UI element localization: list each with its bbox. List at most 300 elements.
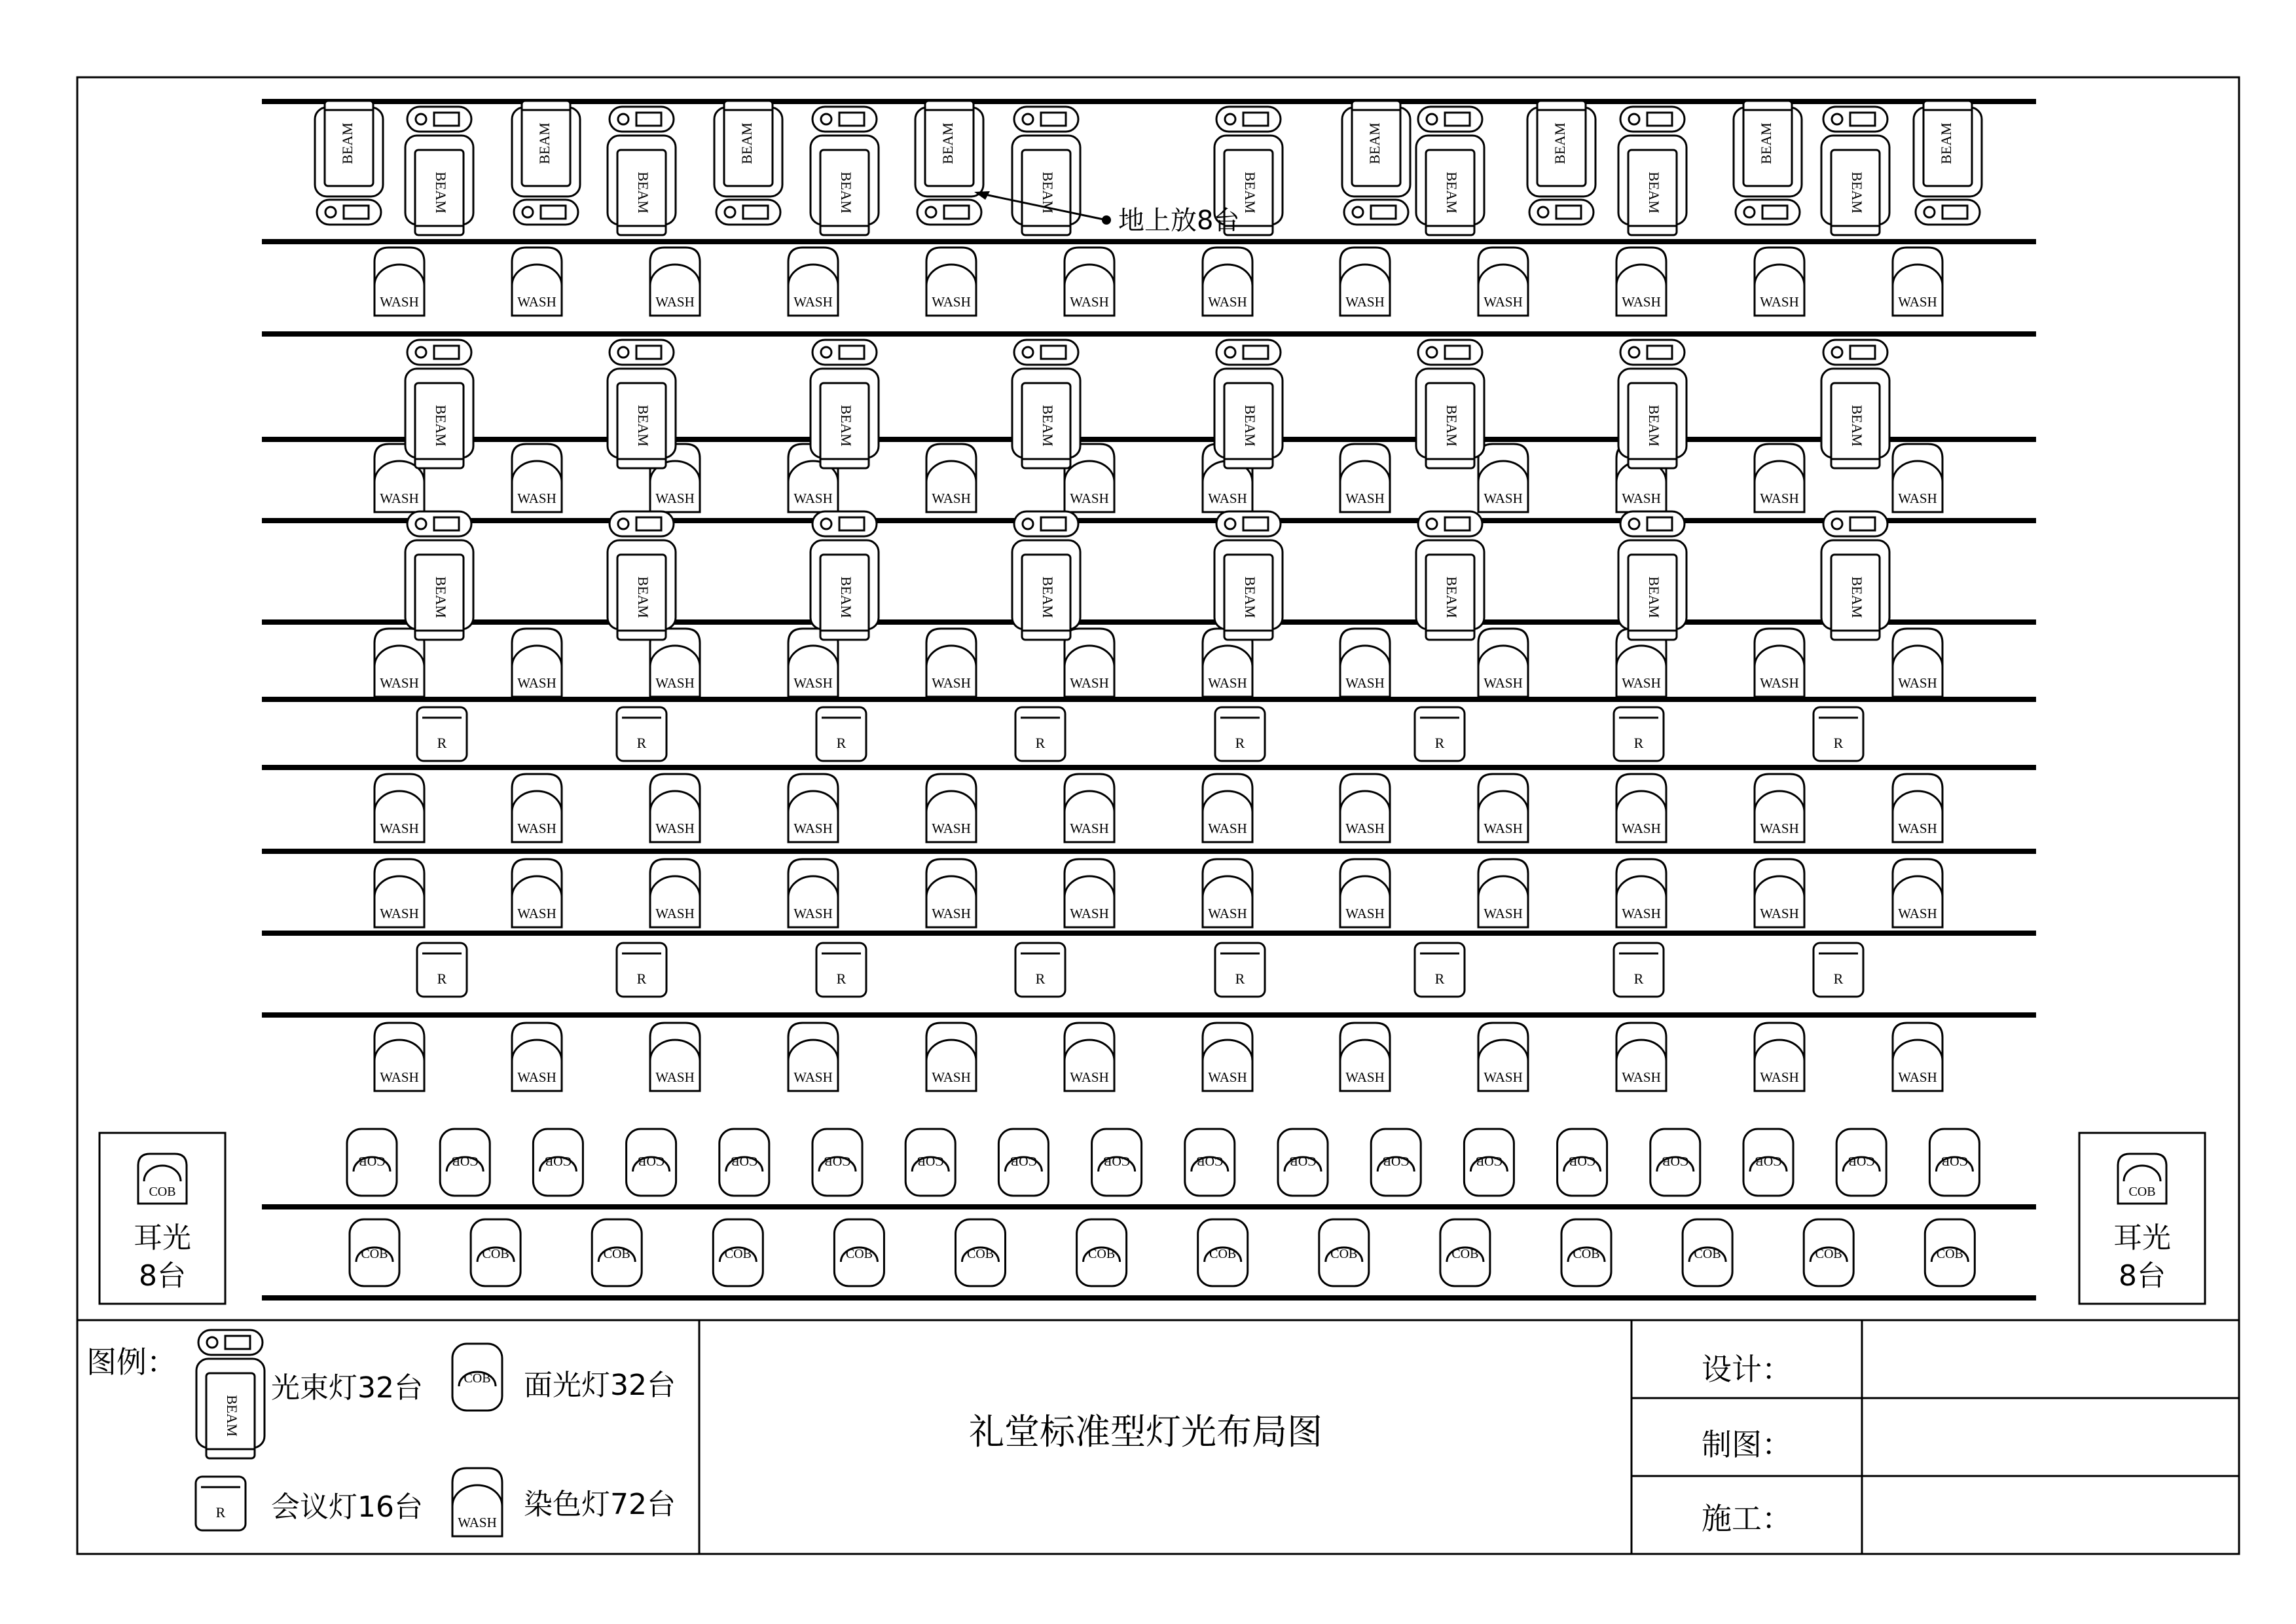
- svg-text:WASH: WASH: [1484, 490, 1523, 506]
- cob-lower-10: [1440, 1219, 1490, 1286]
- svg-text:WASH: WASH: [793, 294, 833, 310]
- wash-row6-5: [926, 1023, 976, 1091]
- cob-lower-5: [834, 1219, 884, 1286]
- svg-text:COB: COB: [1330, 1247, 1358, 1261]
- wash-row2-11: [1755, 444, 1804, 512]
- wash-row6-4: [788, 1023, 838, 1091]
- wash-row2-8: [1340, 444, 1390, 512]
- svg-text:WASH: WASH: [655, 490, 695, 506]
- ground-beam-note: 地上放8台: [1118, 206, 1240, 236]
- wash-row1-1: [374, 248, 424, 316]
- wash-row1-2: [512, 248, 562, 316]
- svg-text:WASH: WASH: [1345, 821, 1385, 836]
- wash-row6-8: [1340, 1023, 1390, 1091]
- r-row2-5: [1215, 943, 1265, 997]
- svg-text:WASH: WASH: [1070, 294, 1109, 310]
- svg-text:WASH: WASH: [1898, 821, 1937, 836]
- wash-row3-11: [1755, 629, 1804, 697]
- ground-beam-2: [512, 101, 580, 225]
- cob-upper-14: [1558, 1129, 1607, 1196]
- svg-text:BEAM: BEAM: [837, 172, 854, 213]
- cob-lower-1: [350, 1219, 399, 1286]
- svg-text:WASH: WASH: [1070, 490, 1109, 506]
- svg-text:WASH: WASH: [1070, 906, 1109, 921]
- legend-beam-icon: [196, 1330, 264, 1458]
- wash-row4-12: [1893, 774, 1942, 842]
- svg-text:BEAM: BEAM: [1241, 576, 1258, 618]
- label-design: 设计：: [1702, 1352, 1792, 1387]
- cob-upper-9: [1092, 1129, 1142, 1196]
- r-row1-7: [1614, 707, 1664, 761]
- svg-text:COB: COB: [966, 1247, 994, 1261]
- r-row2-2: [617, 943, 666, 997]
- beam-row3-2: [608, 511, 676, 640]
- svg-text:COB: COB: [1382, 1154, 1410, 1168]
- cob-lower-11: [1561, 1219, 1611, 1286]
- ear-light-right-title: 耳光: [2113, 1221, 2171, 1255]
- wash-row6-3: [650, 1023, 700, 1091]
- svg-text:COB: COB: [149, 1185, 176, 1199]
- wash-row6-11: [1755, 1023, 1804, 1091]
- wash-row5-6: [1065, 859, 1114, 927]
- wash-row4-3: [650, 774, 700, 842]
- svg-text:WASH: WASH: [1898, 675, 1937, 691]
- label-construction: 施工：: [1702, 1501, 1792, 1536]
- svg-text:R: R: [1035, 970, 1046, 987]
- wash-row4-8: [1340, 774, 1390, 842]
- svg-text:COB: COB: [1475, 1154, 1503, 1168]
- svg-text:WASH: WASH: [1208, 1069, 1247, 1085]
- svg-text:WASH: WASH: [932, 821, 971, 836]
- beam-row1-7: [1618, 107, 1686, 235]
- cob-upper-17: [1836, 1129, 1886, 1196]
- svg-text:WASH: WASH: [517, 821, 556, 836]
- svg-text:WASH: WASH: [1484, 294, 1523, 310]
- cob-upper-16: [1743, 1129, 1793, 1196]
- wash-row5-10: [1616, 859, 1666, 927]
- wash-row6-10: [1616, 1023, 1666, 1091]
- svg-text:BEAM: BEAM: [223, 1395, 240, 1437]
- wash-row1-9: [1478, 248, 1528, 316]
- svg-text:WASH: WASH: [655, 821, 695, 836]
- wash-row4-2: [512, 774, 562, 842]
- svg-text:BEAM: BEAM: [837, 405, 854, 447]
- svg-text:WASH: WASH: [517, 490, 556, 506]
- beam-row3-8: [1821, 511, 1889, 640]
- svg-text:WASH: WASH: [1622, 821, 1661, 836]
- cob-upper-1: [347, 1129, 397, 1196]
- svg-text:WASH: WASH: [655, 294, 695, 310]
- svg-text:COB: COB: [724, 1247, 752, 1261]
- wash-row4-11: [1755, 774, 1804, 842]
- wash-row4-10: [1616, 774, 1666, 842]
- wash-row1-12: [1893, 248, 1942, 316]
- svg-text:R: R: [836, 735, 847, 751]
- svg-text:COB: COB: [482, 1247, 509, 1261]
- svg-text:BEAM: BEAM: [1848, 405, 1865, 447]
- svg-text:WASH: WASH: [380, 490, 419, 506]
- wash-row5-12: [1893, 859, 1942, 927]
- cob-upper-4: [627, 1129, 676, 1196]
- svg-text:WASH: WASH: [1760, 906, 1799, 921]
- beam-row3-5: [1214, 511, 1283, 640]
- svg-text:WASH: WASH: [1208, 490, 1247, 506]
- svg-text:BEAM: BEAM: [1552, 122, 1569, 164]
- svg-text:R: R: [836, 970, 847, 987]
- svg-text:WASH: WASH: [1345, 675, 1385, 691]
- svg-text:R: R: [1833, 735, 1844, 751]
- svg-text:WASH: WASH: [793, 490, 833, 506]
- svg-text:WASH: WASH: [1622, 1069, 1661, 1085]
- r-row1-4: [1015, 707, 1065, 761]
- svg-text:COB: COB: [1010, 1154, 1037, 1168]
- r-row1-6: [1415, 707, 1465, 761]
- wash-row6-6: [1065, 1023, 1114, 1091]
- svg-text:COB: COB: [464, 1371, 491, 1386]
- svg-text:WASH: WASH: [1760, 675, 1799, 691]
- svg-text:BEAM: BEAM: [1443, 405, 1460, 447]
- svg-text:BEAM: BEAM: [1039, 172, 1056, 213]
- r-row2-6: [1415, 943, 1465, 997]
- svg-text:WASH: WASH: [1622, 906, 1661, 921]
- svg-text:BEAM: BEAM: [738, 122, 756, 164]
- legend-cob-text: 面光灯32台: [524, 1369, 676, 1402]
- ground-beam-1: [315, 101, 383, 225]
- svg-text:WASH: WASH: [1070, 675, 1109, 691]
- cob-upper-15: [1650, 1129, 1700, 1196]
- svg-text:COB: COB: [2128, 1185, 2156, 1199]
- svg-text:WASH: WASH: [1208, 906, 1247, 921]
- beam-row3-3: [811, 511, 879, 640]
- beam-row2-4: [1012, 340, 1080, 468]
- wash-row5-3: [650, 859, 700, 927]
- svg-text:WASH: WASH: [458, 1515, 497, 1530]
- svg-text:WASH: WASH: [1208, 675, 1247, 691]
- legend-wash-icon: [452, 1468, 502, 1536]
- svg-text:COB: COB: [1103, 1154, 1131, 1168]
- beam-row2-1: [405, 340, 473, 468]
- svg-text:COB: COB: [1569, 1154, 1596, 1168]
- svg-text:COB: COB: [1196, 1154, 1224, 1168]
- svg-text:R: R: [1633, 970, 1644, 987]
- svg-text:BEAM: BEAM: [1848, 576, 1865, 618]
- svg-text:WASH: WASH: [380, 821, 419, 836]
- wash-row3-9: [1478, 629, 1528, 697]
- svg-text:WASH: WASH: [932, 906, 971, 921]
- wash-row5-4: [788, 859, 838, 927]
- svg-text:COB: COB: [603, 1247, 630, 1261]
- ground-beam-5: [1342, 101, 1410, 225]
- svg-text:WASH: WASH: [1622, 294, 1661, 310]
- wash-row4-1: [374, 774, 424, 842]
- svg-text:WASH: WASH: [1208, 294, 1247, 310]
- signature-design-cell[interactable]: [1863, 1321, 2238, 1397]
- svg-text:BEAM: BEAM: [939, 122, 957, 164]
- svg-text:BEAM: BEAM: [1443, 172, 1460, 213]
- svg-text:COB: COB: [824, 1154, 851, 1168]
- cob-lower-13: [1804, 1219, 1853, 1286]
- cob-upper-8: [998, 1129, 1048, 1196]
- cob-lower-9: [1319, 1219, 1369, 1286]
- legend-r-icon: [196, 1477, 246, 1530]
- ear-light-right-cob-icon: [2118, 1154, 2166, 1204]
- legend-cob-icon: [452, 1344, 502, 1411]
- r-row2-1: [417, 943, 467, 997]
- svg-text:BEAM: BEAM: [339, 122, 356, 164]
- svg-text:COB: COB: [358, 1154, 386, 1168]
- wash-row1-10: [1616, 248, 1666, 316]
- svg-text:WASH: WASH: [380, 906, 419, 921]
- cob-lower-7: [1077, 1219, 1127, 1286]
- beam-row1-2: [608, 107, 676, 235]
- ground-beam-4: [915, 101, 983, 225]
- ground-beam-8: [1914, 101, 1982, 225]
- svg-text:BEAM: BEAM: [1443, 576, 1460, 618]
- svg-text:COB: COB: [361, 1247, 388, 1261]
- wash-row5-11: [1755, 859, 1804, 927]
- wash-row6-1: [374, 1023, 424, 1091]
- svg-text:WASH: WASH: [517, 906, 556, 921]
- svg-text:WASH: WASH: [1345, 1069, 1385, 1085]
- svg-text:WASH: WASH: [932, 294, 971, 310]
- svg-text:WASH: WASH: [1345, 294, 1385, 310]
- svg-text:R: R: [1235, 970, 1245, 987]
- r-row2-3: [816, 943, 866, 997]
- wash-row1-5: [926, 248, 976, 316]
- beam-row2-7: [1618, 340, 1686, 468]
- wash-row1-6: [1065, 248, 1114, 316]
- drawing-title: 礼堂标准型灯光布局图: [969, 1411, 1322, 1452]
- svg-text:R: R: [437, 970, 447, 987]
- wash-row1-8: [1340, 248, 1390, 316]
- beam-row3-4: [1012, 511, 1080, 640]
- svg-text:WASH: WASH: [1208, 821, 1247, 836]
- svg-text:BEAM: BEAM: [1645, 405, 1662, 447]
- svg-text:WASH: WASH: [932, 490, 971, 506]
- wash-row6-9: [1478, 1023, 1528, 1091]
- r-row1-1: [417, 707, 467, 761]
- svg-text:BEAM: BEAM: [536, 122, 553, 164]
- svg-text:WASH: WASH: [380, 294, 419, 310]
- svg-text:COB: COB: [1936, 1247, 1963, 1261]
- svg-text:R: R: [1633, 735, 1644, 751]
- svg-text:BEAM: BEAM: [1938, 122, 1955, 164]
- svg-text:WASH: WASH: [1898, 1069, 1937, 1085]
- cob-lower-8: [1198, 1219, 1248, 1286]
- wash-row4-7: [1203, 774, 1252, 842]
- svg-text:BEAM: BEAM: [1039, 405, 1056, 447]
- svg-text:BEAM: BEAM: [1645, 172, 1662, 213]
- svg-text:COB: COB: [638, 1154, 665, 1168]
- legend-heading: 图例：: [86, 1344, 177, 1380]
- ground-beam-7: [1734, 101, 1802, 225]
- wash-row3-6: [1065, 629, 1114, 697]
- cob-lower-12: [1683, 1219, 1732, 1286]
- wash-row6-12: [1893, 1023, 1942, 1091]
- svg-text:WASH: WASH: [1898, 294, 1937, 310]
- r-row1-3: [816, 707, 866, 761]
- svg-text:R: R: [1434, 970, 1445, 987]
- wash-row3-5: [926, 629, 976, 697]
- r-row1-5: [1215, 707, 1265, 761]
- svg-text:WASH: WASH: [793, 1069, 833, 1085]
- svg-text:WASH: WASH: [1622, 490, 1661, 506]
- label-drawing: 制图：: [1702, 1427, 1792, 1462]
- svg-text:WASH: WASH: [793, 821, 833, 836]
- ear-light-left-title: 耳光: [134, 1221, 191, 1255]
- wash-row6-7: [1203, 1023, 1252, 1091]
- wash-row3-8: [1340, 629, 1390, 697]
- wash-row4-4: [788, 774, 838, 842]
- wash-row3-2: [512, 629, 562, 697]
- svg-text:R: R: [636, 735, 647, 751]
- svg-text:WASH: WASH: [1898, 906, 1937, 921]
- svg-text:WASH: WASH: [517, 675, 556, 691]
- cob-lower-4: [713, 1219, 763, 1286]
- beam-row2-8: [1821, 340, 1889, 468]
- r-row2-8: [1813, 943, 1863, 997]
- svg-text:BEAM: BEAM: [1366, 122, 1383, 164]
- svg-text:BEAM: BEAM: [1848, 172, 1865, 213]
- wash-row1-11: [1755, 248, 1804, 316]
- svg-text:WASH: WASH: [1345, 490, 1385, 506]
- svg-text:WASH: WASH: [793, 675, 833, 691]
- cob-upper-11: [1278, 1129, 1328, 1196]
- svg-text:WASH: WASH: [1622, 675, 1661, 691]
- svg-text:COB: COB: [1209, 1247, 1237, 1261]
- beam-row3-6: [1416, 511, 1484, 640]
- svg-text:BEAM: BEAM: [432, 405, 449, 447]
- wash-row2-2: [512, 444, 562, 512]
- beam-row1-3: [811, 107, 879, 235]
- svg-text:R: R: [1235, 735, 1245, 751]
- cob-upper-2: [440, 1129, 490, 1196]
- svg-text:COB: COB: [1662, 1154, 1689, 1168]
- svg-text:WASH: WASH: [1898, 490, 1937, 506]
- beam-row2-3: [811, 340, 879, 468]
- cob-upper-7: [905, 1129, 955, 1196]
- svg-text:R: R: [1035, 735, 1046, 751]
- svg-text:BEAM: BEAM: [634, 576, 651, 618]
- svg-text:COB: COB: [1573, 1247, 1600, 1261]
- cob-upper-10: [1185, 1129, 1235, 1196]
- svg-text:COB: COB: [845, 1247, 873, 1261]
- r-row1-8: [1813, 707, 1863, 761]
- wash-row4-5: [926, 774, 976, 842]
- beam-row2-5: [1214, 340, 1283, 468]
- signature-drawing-cell[interactable]: [1863, 1399, 2238, 1475]
- svg-text:COB: COB: [1848, 1154, 1875, 1168]
- svg-text:WASH: WASH: [380, 675, 419, 691]
- ear-light-left-cob-icon: [138, 1154, 187, 1204]
- svg-text:BEAM: BEAM: [432, 576, 449, 618]
- cob-lower-2: [471, 1219, 520, 1286]
- svg-text:WASH: WASH: [1760, 294, 1799, 310]
- ground-beam-3: [714, 101, 782, 225]
- ear-light-left-count: 8台: [139, 1259, 186, 1293]
- cob-lower-14: [1925, 1219, 1975, 1286]
- svg-text:WASH: WASH: [517, 1069, 556, 1085]
- wash-row3-12: [1893, 629, 1942, 697]
- svg-text:COB: COB: [731, 1154, 758, 1168]
- cob-lower-3: [592, 1219, 642, 1286]
- cob-upper-6: [812, 1129, 862, 1196]
- cob-upper-5: [720, 1129, 769, 1196]
- svg-text:COB: COB: [1289, 1154, 1317, 1168]
- svg-text:BEAM: BEAM: [634, 405, 651, 447]
- wash-row1-3: [650, 248, 700, 316]
- wash-row5-5: [926, 859, 976, 927]
- wash-row6-2: [512, 1023, 562, 1091]
- wash-row2-12: [1893, 444, 1942, 512]
- svg-text:WASH: WASH: [932, 1069, 971, 1085]
- cob-upper-3: [533, 1129, 583, 1196]
- svg-text:BEAM: BEAM: [1758, 122, 1775, 164]
- svg-text:BEAM: BEAM: [837, 576, 854, 618]
- beam-row2-2: [608, 340, 676, 468]
- r-row2-7: [1614, 943, 1664, 997]
- svg-text:WASH: WASH: [1760, 1069, 1799, 1085]
- svg-text:WASH: WASH: [655, 675, 695, 691]
- svg-text:COB: COB: [1941, 1154, 1968, 1168]
- svg-text:WASH: WASH: [1484, 821, 1523, 836]
- cob-upper-13: [1464, 1129, 1514, 1196]
- svg-text:BEAM: BEAM: [432, 172, 449, 213]
- svg-text:R: R: [1833, 970, 1844, 987]
- svg-text:WASH: WASH: [793, 906, 833, 921]
- svg-text:WASH: WASH: [1070, 821, 1109, 836]
- signature-construction-cell[interactable]: [1863, 1477, 2238, 1553]
- svg-text:BEAM: BEAM: [1039, 576, 1056, 618]
- wash-row5-2: [512, 859, 562, 927]
- svg-text:COB: COB: [1088, 1247, 1116, 1261]
- svg-text:COB: COB: [1451, 1247, 1479, 1261]
- wash-row5-1: [374, 859, 424, 927]
- svg-text:COB: COB: [451, 1154, 479, 1168]
- legend-r-text: 会议灯16台: [271, 1490, 423, 1524]
- svg-text:WASH: WASH: [1760, 490, 1799, 506]
- svg-text:WASH: WASH: [1484, 906, 1523, 921]
- svg-text:WASH: WASH: [932, 675, 971, 691]
- cob-upper-18: [1929, 1129, 1979, 1196]
- svg-text:BEAM: BEAM: [1241, 405, 1258, 447]
- svg-text:WASH: WASH: [655, 1069, 695, 1085]
- svg-text:R: R: [636, 970, 647, 987]
- ground-beam-6: [1527, 101, 1595, 225]
- beam-row2-6: [1416, 340, 1484, 468]
- svg-text:WASH: WASH: [1345, 906, 1385, 921]
- cob-upper-12: [1371, 1129, 1421, 1196]
- beam-row3-1: [405, 511, 473, 640]
- beam-row1-8: [1821, 107, 1889, 235]
- beam-row1-1: [405, 107, 473, 235]
- cob-lower-6: [956, 1219, 1006, 1286]
- svg-text:R: R: [1434, 735, 1445, 751]
- svg-text:BEAM: BEAM: [634, 172, 651, 213]
- beam-row3-7: [1618, 511, 1686, 640]
- wash-row2-9: [1478, 444, 1528, 512]
- svg-text:BEAM: BEAM: [1645, 576, 1662, 618]
- svg-text:WASH: WASH: [380, 1069, 419, 1085]
- wash-row5-7: [1203, 859, 1252, 927]
- wash-row1-7: [1203, 248, 1252, 316]
- r-row2-4: [1015, 943, 1065, 997]
- wash-row5-8: [1340, 859, 1390, 927]
- svg-text:WASH: WASH: [1070, 1069, 1109, 1085]
- svg-text:WASH: WASH: [517, 294, 556, 310]
- svg-text:WASH: WASH: [1760, 821, 1799, 836]
- ear-light-right-count: 8台: [2119, 1259, 2166, 1293]
